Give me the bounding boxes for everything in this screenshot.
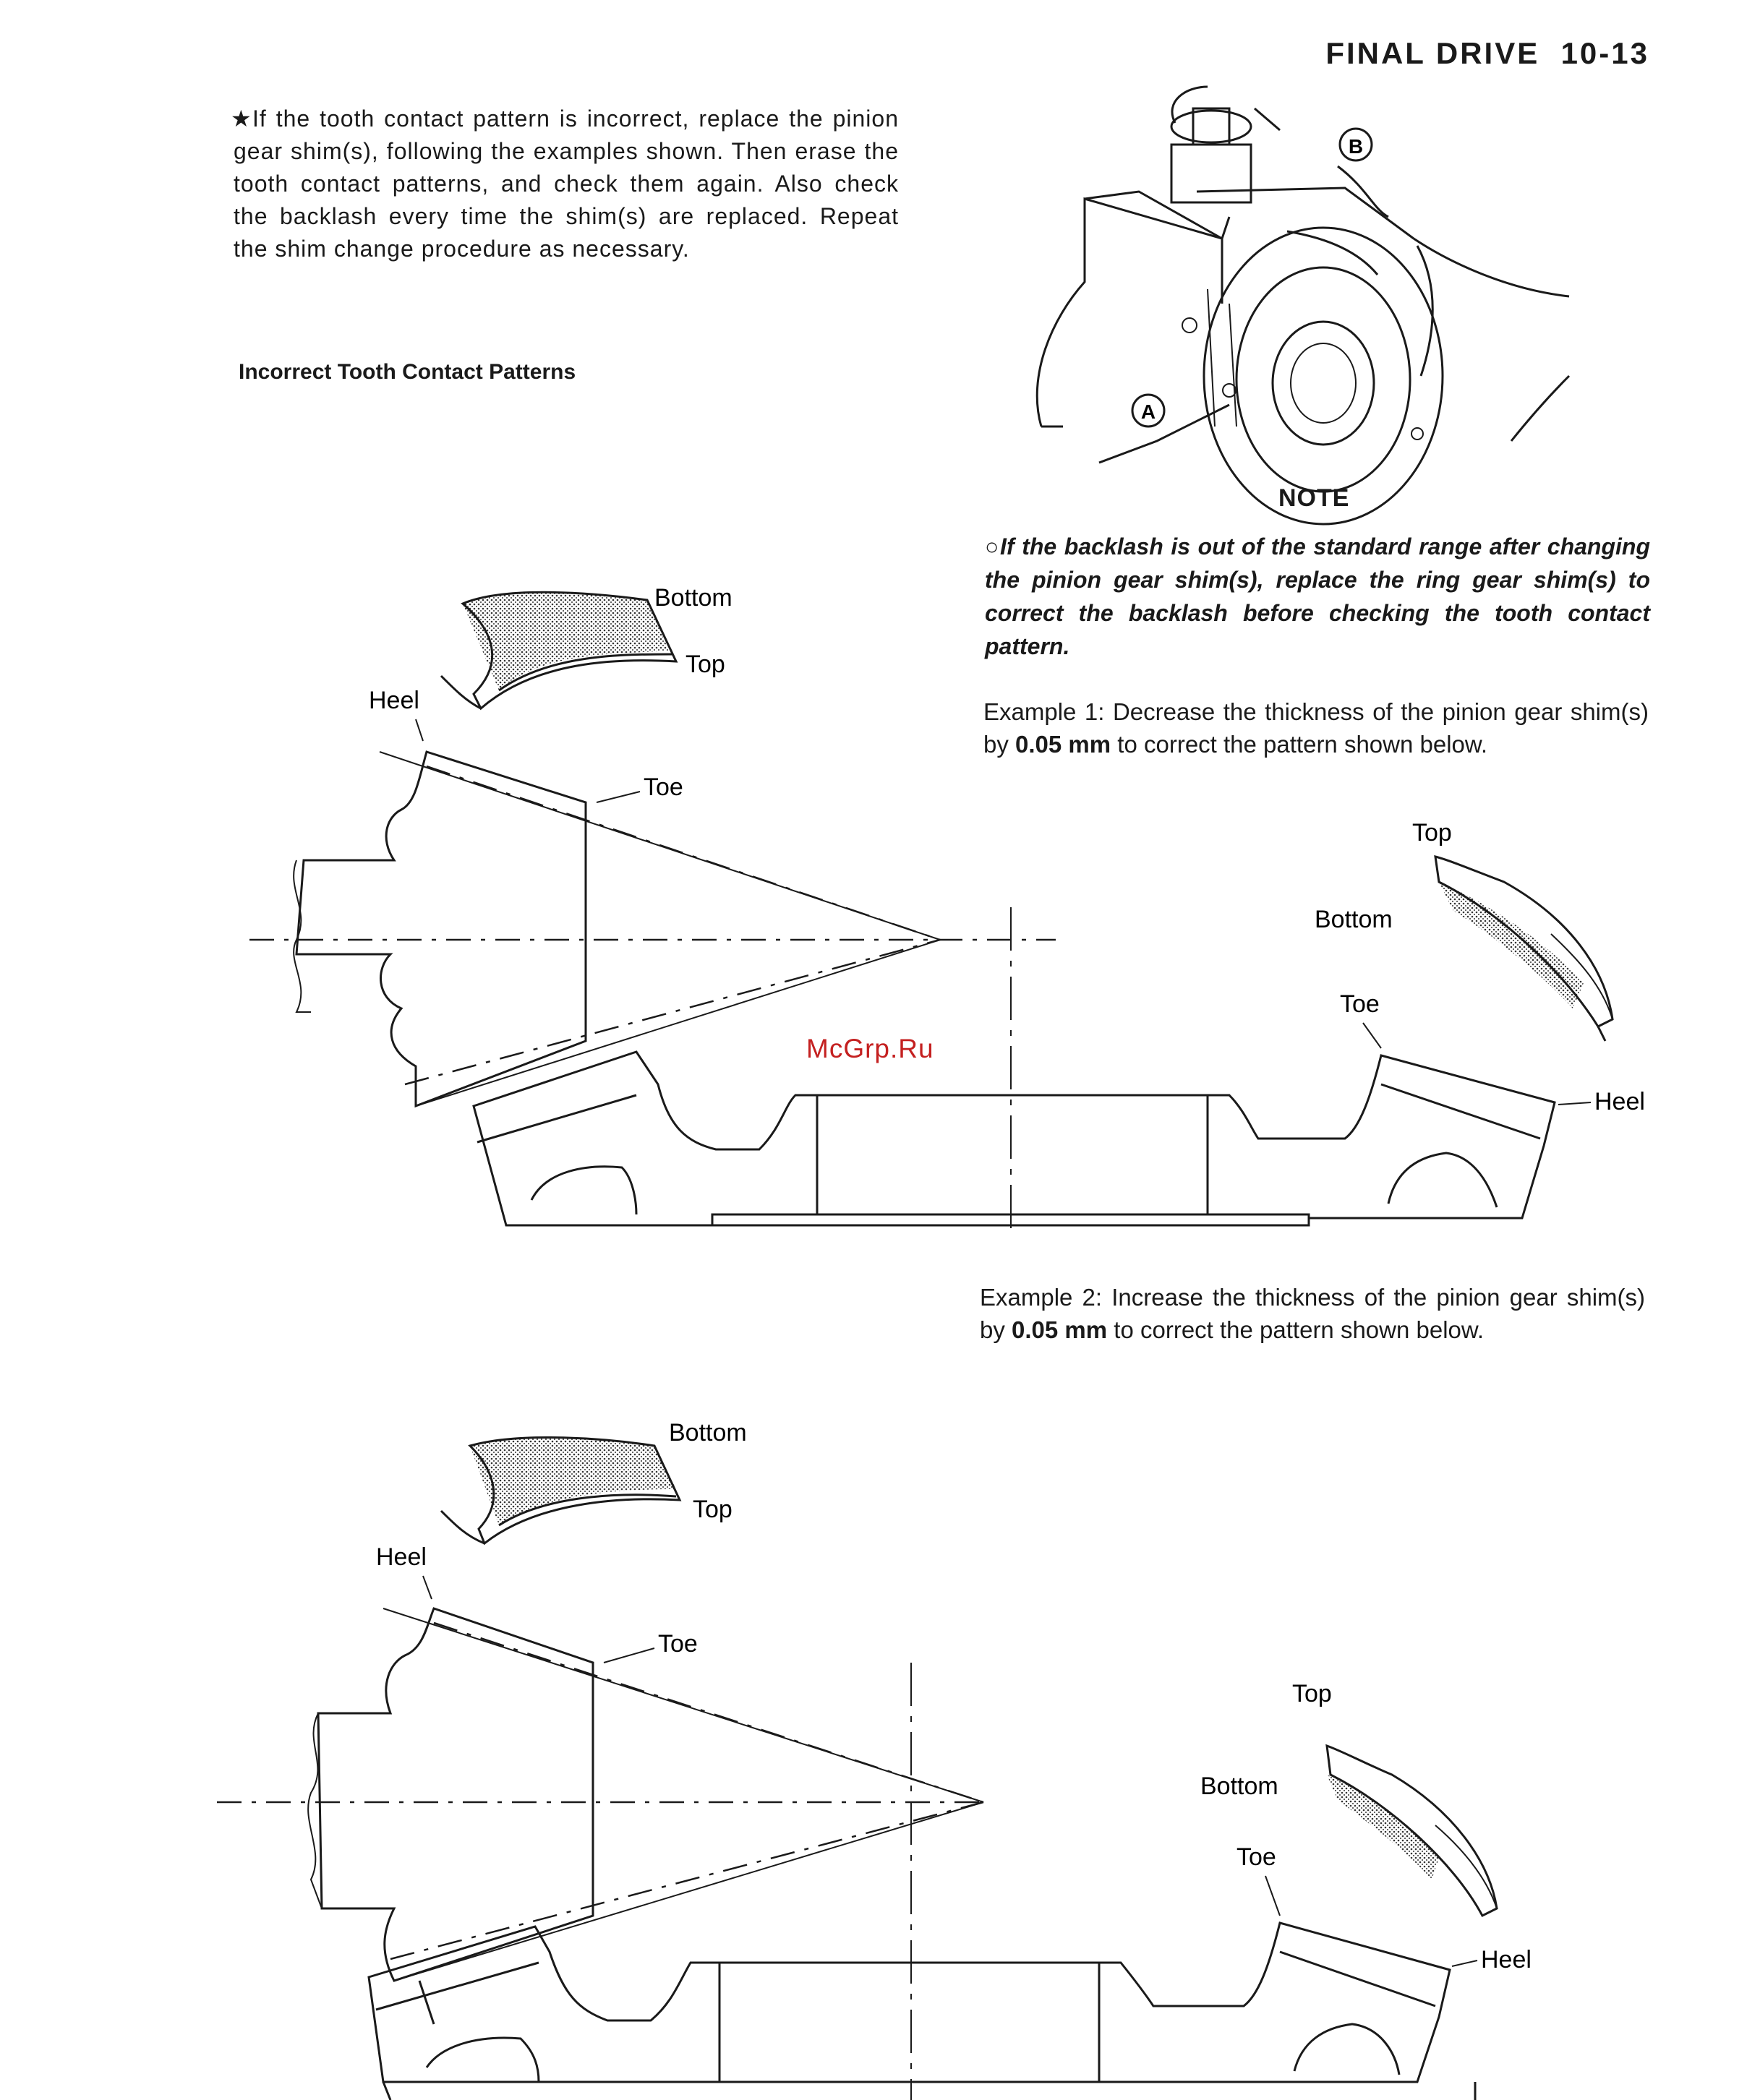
star-icon: ★ [231, 106, 252, 132]
d2-ring-heel-label: Heel [1481, 1946, 1532, 1973]
d1-pinion-bottom-label: Bottom [654, 584, 732, 612]
section-heading: Incorrect Tooth Contact Patterns [239, 360, 576, 384]
bullet-icon: ○ [985, 533, 1001, 560]
d2-ring-toe-label: Toe [1236, 1843, 1276, 1871]
d2-ring-bottom-label: Bottom [1200, 1773, 1278, 1800]
page-number: 10-13 [1560, 36, 1649, 70]
callout-b: B [1348, 135, 1364, 158]
example-2-suffix: to correct the pattern shown below. [1107, 1316, 1485, 1343]
d1-pinion-top-label: Top [685, 651, 725, 678]
d2-toe-label: Toe [658, 1630, 698, 1658]
example-1-prefix: Example 1: Decrease the thickness of the pinion gear shim(s) by [983, 698, 1649, 758]
d2-pinion-bottom-label: Bottom [669, 1419, 747, 1447]
example-1-suffix: to correct the pattern shown below. [1111, 731, 1488, 758]
d1-ring-toe-label: Toe [1340, 990, 1380, 1018]
d1-ring-top-label: Top [1412, 819, 1452, 847]
d2-heel-label: Heel [376, 1543, 427, 1571]
note-title: NOTE [1278, 484, 1350, 512]
diagram-1 [249, 592, 1613, 1229]
d2-ring-top-label: Top [1292, 1680, 1332, 1707]
watermark: McGrp.Ru [806, 1034, 934, 1063]
callout-a: A [1140, 400, 1156, 423]
differential-photo [1037, 87, 1569, 524]
example-2-amount: 0.05 mm [1012, 1316, 1108, 1343]
example-1-amount: 0.05 mm [1015, 731, 1111, 758]
note-body: If the backlash is out of the standard range after changing the pinion gear shim(s), replace the ring gear shim(s) to correct the backlash before checking the tooth contact pattern. [985, 533, 1651, 659]
intro-text: If the tooth contact pattern is incorrect, replace the pinion gear shim(s), following the examples shown. Then erase the tooth contact patterns, and check them again. Also check the backlash every time the shim(s) are replaced. Repeat the shim change procedure as necessary. [234, 106, 899, 262]
d1-heel-label: Heel [369, 687, 419, 714]
d1-toe-label: Toe [644, 773, 683, 801]
section-title-header: FINAL DRIVE [1325, 36, 1540, 70]
d2-pinion-top-label: Top [693, 1496, 732, 1523]
diagram-2 [217, 1437, 1497, 2100]
example-2-prefix: Example 2: Increase the thickness of the pinion gear shim(s) by [980, 1284, 1645, 1343]
d1-ring-bottom-label: Bottom [1315, 906, 1393, 933]
d1-ring-heel-label: Heel [1594, 1088, 1645, 1115]
